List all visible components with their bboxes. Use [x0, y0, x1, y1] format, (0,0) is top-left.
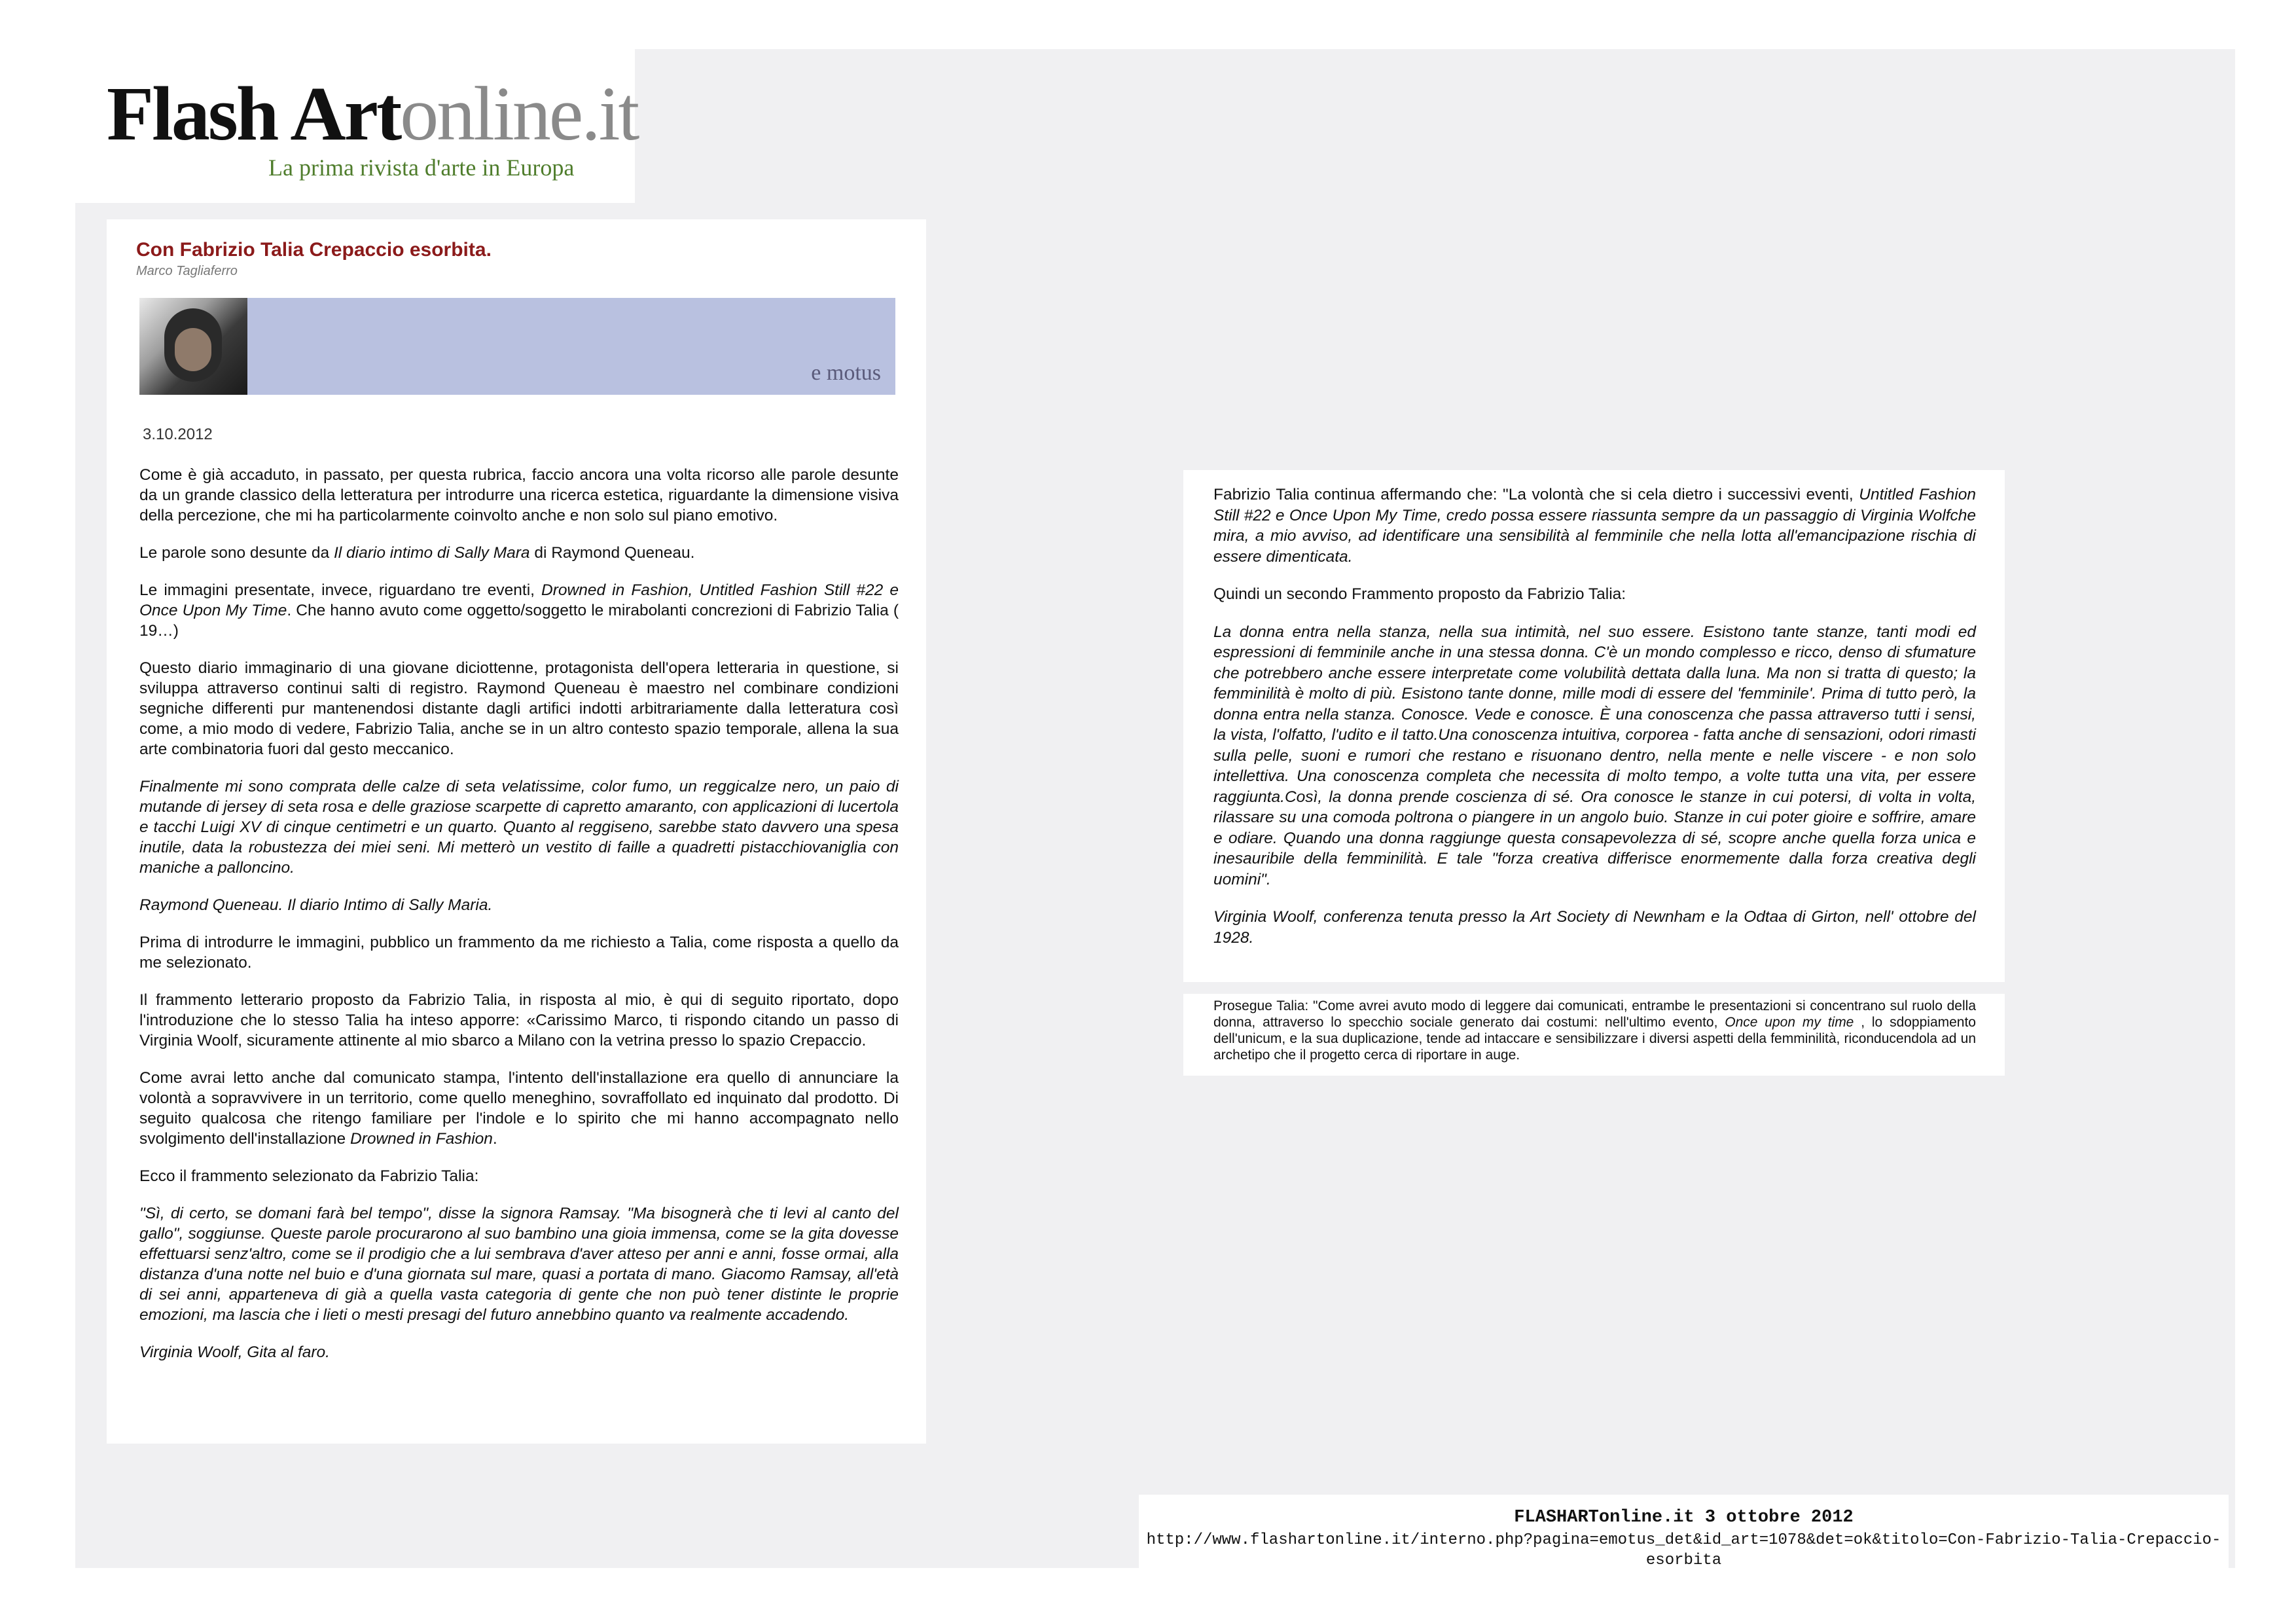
- source-footer: [1139, 1495, 2229, 1568]
- article-body: [139, 465, 899, 1379]
- continuation-body: [1213, 484, 1976, 965]
- logo-brand-bold: Flash Art: [107, 71, 401, 156]
- article-continuation-2: [1183, 994, 2005, 1076]
- quote-paragraph: Finalmente mi sono comprata delle calze di seta velatissime, color fumo, un reggicalze nero, un paio di mutande di jersey di seta rosa e delle graziose scarpette di capretto amaranto, con applicazioni di lucertola e tacchi Luigi XV di cinque centimetri e un quarto. Quanto al reggiseno, sarebbe stato davvero una spesa inutile, data la robustezza dei miei seni. Mi metterò un vestito di faille a quadretti pistacchiovaniglia con maniche a palloncino.: [139, 778, 899, 877]
- source-title: FLASHARTonline.it 3 ottobre 2012: [1514, 1508, 1854, 1527]
- event-title: Once upon my time: [1725, 1015, 1854, 1030]
- logo-brand-light: online.it: [400, 71, 638, 156]
- article-continuation: [1183, 470, 2005, 982]
- article-author: Marco Tagliaferro: [136, 264, 238, 278]
- paragraph: Ecco il frammento selezionato da Fabrizio Talia:: [139, 1167, 479, 1185]
- book-title: Il diario intimo di Sally Mara: [333, 544, 530, 562]
- text-span: Come avrai letto anche dal comunicato stampa, l'intento dell'installazione era quello di annunciare la volontà a sopravvivere in un territorio, come quello meneghino, sovraffollato ed inquinato dal prodotto. Di seguito qualcosa che ritengo familiare per l'indole e lo spirito che mi hanno accompagnato nello svolgimento dell'installazione: [139, 1069, 899, 1148]
- flash-art-logo[interactable]: [75, 49, 638, 203]
- quote-paragraph: "Sì, di certo, se domani farà bel tempo", disse la signora Ramsay. "Ma bisognerà che ti levi al canto del gallo", soggiunse. Queste parole procurarono al suo bambino una gioia immensa, come se la gita dovesse effettuarsi senz'altro, come se il prodigio che a lui sembrava d'aver atteso per anni e anni, fosse ormai, alla distanza d'una notte nel buio e d'una giornata sul mare, quasi a portata di mano. Giacomo Ramsay, all'età di sei anni, apparteneva di già a quella vasta categoria di gente che non può tener distinte le proprie emozioni, ma lascia che i lieti o mesti presagi del futuro annebbino quanto va realmente accadendo.: [139, 1205, 899, 1324]
- text-span: Le parole sono desunte da: [139, 544, 334, 562]
- source-url[interactable]: http://www.flashartonline.it/interno.php?pagina=emotus_det&id_art=1078&det=ok&titolo=Con-Fabrizio-Talia-Crepaccio-esorbita: [1146, 1531, 2221, 1569]
- logo-tagline: La prima rivista d'arte in Europa: [268, 155, 575, 181]
- quote-citation: Virginia Woolf, conferenza tenuta presso la Art Society di Newnham e la Odtaa di Girton, nell' ottobre del 1928.: [1213, 908, 1976, 947]
- paragraph: Il frammento letterario proposto da Fabrizio Talia, in risposta al mio, è qui di seguito riportato, dopo l'introduzione che lo stesso Talia ha inteso apporre: «Carissimo Marco, ti rispondo citando un passo di Virginia Woolf, sicuramente attinente al mio sbarco a Milano con la vetrina presso lo spazio Crepaccio.: [139, 991, 899, 1049]
- paragraph: [139, 543, 899, 563]
- text-span: di Raymond Queneau.: [529, 544, 695, 562]
- author-photo-face: [175, 328, 211, 371]
- quote-citation: Raymond Queneau. Il diario Intimo di Sally Maria.: [139, 896, 493, 914]
- article-title: Con Fabrizio Talia Crepaccio esorbita.: [136, 239, 492, 261]
- text-span: Prosegue Talia: "Come avrei avuto modo di leggere dai comunicati, entrambe le presentazioni si concentrano sul ruolo della donna, attraverso lo specchio sociale generato dai costumi: nell'ultimo evento,: [1213, 998, 1976, 1030]
- logo-wordmark: [107, 71, 638, 156]
- paragraph: [139, 1068, 899, 1149]
- author-photo: [139, 298, 247, 395]
- article-clipping: [107, 219, 926, 1444]
- article-date: 3.10.2012: [143, 426, 213, 443]
- paragraph: Quindi un secondo Frammento proposto da Fabrizio Talia:: [1213, 585, 1626, 603]
- paragraph: [1213, 484, 1976, 567]
- text-span: .: [492, 1130, 497, 1148]
- event-titles: Drowned in Fashion, Untitled Fashion Still #22 e Once Upon My Time: [139, 581, 899, 619]
- quote-citation: Virginia Woolf, Gita al faro.: [139, 1343, 330, 1361]
- installation-title: Drowned in Fashion: [350, 1130, 493, 1148]
- paragraph: Prima di introdurre le immagini, pubblico un frammento da me richiesto a Talia, come risposta a quello da me selezionato.: [139, 934, 899, 972]
- column-name: e motus: [811, 361, 881, 385]
- text-span: , lo sdoppiamento dell'unicum, e la sua duplicazione, tende ad intaccare e sensibilizzare i diversi aspetti della femminilità, riconducendola ad un archetipo che il progetto cerca di riportare in auge.: [1213, 1015, 1976, 1063]
- text-span: Fabrizio Talia continua affermando che: "La volontà che si cela dietro i successivi eventi,: [1213, 486, 1859, 503]
- text-span: . Che hanno avuto come oggetto/soggetto le mirabolanti concrezioni di Fabrizio Talia ( 19…): [139, 602, 899, 640]
- text-span-italic: Untitled Fashion Still #22 e Once Upon My Time, credo possa essere riassunta sempre da un passaggio di Virginia Wolfche mira, a mio avviso, ad identificare una sensibilità al femminile che nella lotta all'emancipazione rischia di essere dimenticata.: [1213, 486, 1977, 566]
- column-banner: [139, 298, 895, 395]
- paragraph: Questo diario immaginario di una giovane diciottenne, protagonista dell'opera letteraria in questione, si sviluppa attraverso continui salti di registro. Raymond Queneau è maestro nel combinare condizioni segniche differenti pur mantenendosi distante dagli artifici indotti arbitrariamente dalla letteratura così come, a mio modo di vedere, Fabrizio Talia, anche se in un altro contesto spazio temporale, allena la sua arte combinatoria fuori dal gesto meccanico.: [139, 659, 899, 758]
- paragraph: [1213, 998, 1976, 1063]
- text-span: Le immagini presentate, invece, riguardano tre eventi,: [139, 581, 542, 599]
- quote-paragraph: La donna entra nella stanza, nella sua intimità, nel suo essere. Esistono tante stanze, tanti modi ed espressioni di femminile anche in una stessa donna. C'è un mondo complesso e ricco, denso di sfumature che potrebbero anche essere interpretate come volubilità dettata dalla luna. Ma non si tratta di questo; la femminilità è molto di più. Esistono tante donne, mille modi di essere del 'femminile'. Prima di tutto però, la donna entra nella stanza. Conosce. Vede e conosce. È una conoscenza che passa attraverso tutti i sensi, la vista, l'olfatto, l'udito e il tatto.Una conoscenza intuitiva, corporea - fatta anche di sensazioni, odori rimasti sulla pelle, suoni e rumori che restano e risuonano dentro, nella mente e nelle viscere - e non solo intellettiva. Una conoscenza completa che necessita di molto tempo, a volte tutta una vita, per essere raggiunta.Così, la donna prende coscienza di sé. Ora conosce le stanze in cui potersi, di volta in volta, rilassare su una comoda poltrona o piangere in un angolo buio. Stanze in cui poter gioire e soffrire, amare e odiare. Quando una donna raggiunge questa consapevolezza di sé, scopre anche quella forza unica e inesauribile della femminilità. E tale "forza creativa differisce enormemente dalla forza creativa degli uomini".: [1213, 623, 1976, 888]
- paragraph: [139, 580, 899, 641]
- paragraph: Come è già accaduto, in passato, per questa rubrica, faccio ancora una volta ricorso alle parole desunte da un grande classico della letteratura per introdurre una ricerca estetica, riguardante la dimensione visiva della percezione, che mi ha particolarmente coinvolto anche e non solo sul piano emotivo.: [139, 466, 899, 524]
